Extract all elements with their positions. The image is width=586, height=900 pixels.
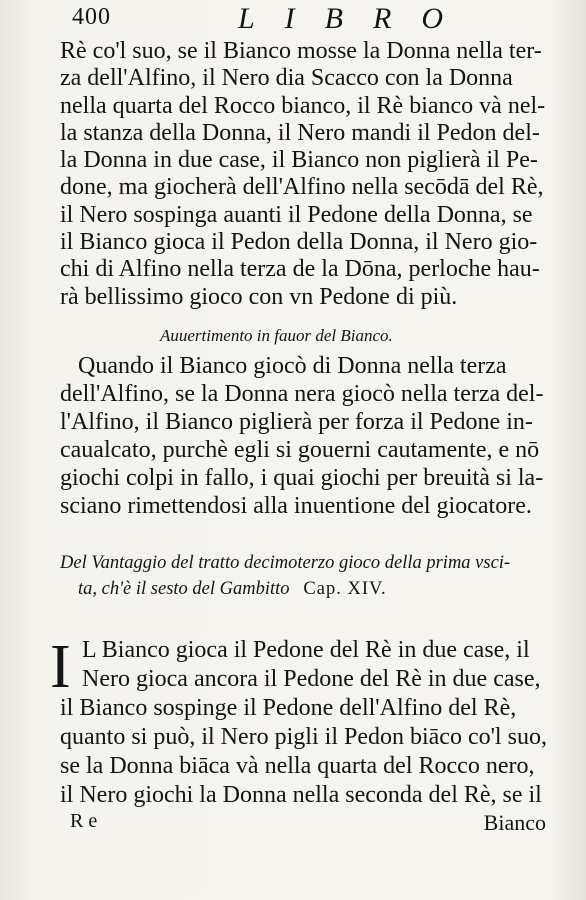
text-line: Rè co'l suo, se il Bianco mosse la Donna nella ter-	[60, 38, 542, 64]
text-line: se la Donna biāca và nella quarta del Rocco nero,	[60, 753, 535, 779]
chapter-title-cont: ta, ch'è il sesto del Gambitto	[78, 579, 290, 599]
paragraph-3	[60, 636, 572, 810]
chapter-title-line	[60, 576, 572, 602]
page-footer	[0, 810, 586, 840]
text-line: done, ma giocherà dell'Alfino nella secōdā del Rè,	[60, 174, 544, 201]
text-line: chi di Alfino nella terza de la Dōna, perloche hau-	[60, 256, 540, 283]
text-line: il Bianco sospinge il Pedone dell'Alfino del Rè,	[60, 695, 517, 721]
text-line: za dell'Alfino, il Nero dia Scacco con la Donna	[60, 65, 513, 92]
text-line: il Nero sospinga auanti il Pedone della Donna, se	[60, 201, 533, 228]
text-line: il Bianco gioca il Pedon della Donna, il Nero gio-	[60, 229, 538, 256]
text-line: giochi colpi in fallo, i quai giochi per breuità si la-	[60, 465, 544, 491]
chapter-title-line: Del Vantaggio del tratto decimoterzo gioco della prima vsci-	[60, 553, 511, 573]
chapter-number: Cap. XIV.	[303, 579, 387, 599]
running-header	[0, 4, 586, 34]
text-line: l'Alfino, il Bianco piglierà per forza il Pedone in-	[60, 409, 533, 435]
text-line: il Nero giochi la Donna nella seconda del Rè, se il	[60, 782, 542, 808]
text-line: nella quarta del Rocco bianco, il Rè bianco và nel-	[60, 92, 546, 119]
chapter-heading	[60, 550, 572, 602]
text-line: rà bellissimo gioco con vn Pedone di più.	[60, 283, 458, 310]
paragraph-2	[60, 352, 572, 520]
text-line: Quando il Bianco giocò di Donna nella terza	[78, 353, 507, 379]
page-number: 400	[72, 4, 111, 30]
text-line: sciano rimettendosi alla inuentione del giocatore.	[60, 493, 532, 519]
signature-mark: R e	[70, 810, 98, 832]
text-line: la Donna in due case, il Bianco non piglierà il Pe-	[60, 147, 538, 174]
drop-capital: I	[50, 633, 71, 701]
text-line: la stanza della Donna, il Nero mandi il Pedon del-	[60, 119, 540, 146]
text-line: caualcato, purchè egli si gouerni cautamente, e nō	[60, 437, 540, 463]
catchword: Bianco	[483, 810, 546, 835]
text-line: L Bianco gioca il Pedone del Rè in due case, il	[82, 637, 530, 663]
running-head-title: LIBRO	[238, 2, 473, 35]
text-line: quanto si può, il Nero pigli il Pedon biāco co'l suo,	[60, 724, 547, 750]
text-line: dell'Alfino, se la Donna nera giocò nella terza del-	[60, 381, 544, 407]
section-subhead: Auuertimento in fauor del Bianco.	[160, 326, 393, 345]
paragraph-1	[60, 38, 572, 311]
text-line: Nero gioca ancora il Pedone del Rè in due case,	[82, 666, 541, 692]
